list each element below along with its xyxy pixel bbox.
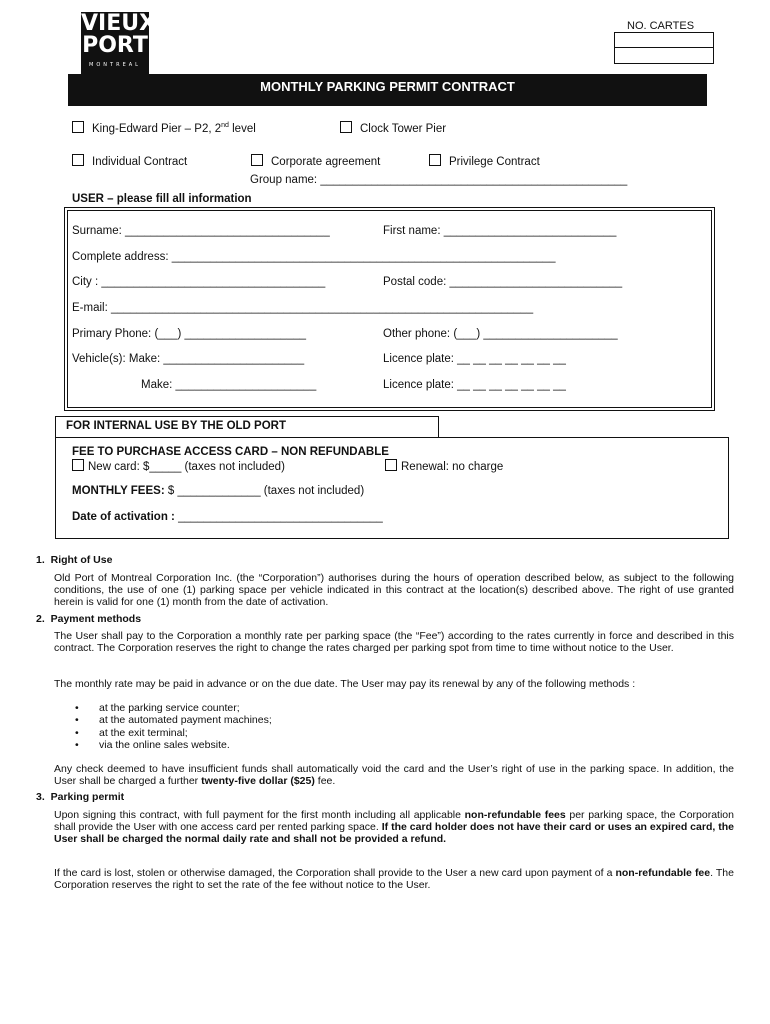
checkbox-new-card[interactable] bbox=[72, 459, 84, 471]
section-1-paragraph: Old Port of Montreal Corporation Inc. (the “Corporation”) authorises during the hours of operation described below, as subject to the following conditions, the use of one (1) parking space per vehicle indicated in this contract at the location(s) described above. The right of use granted herein is valid for one (1) month from the date of activation. bbox=[54, 572, 734, 608]
section-2-p3-bold: twenty-five dollar ($25) bbox=[201, 775, 315, 787]
renewal-option[interactable] bbox=[385, 459, 503, 473]
payment-method-item: • via the online sales website. bbox=[54, 739, 654, 751]
postal-code-field[interactable]: Postal code: ___________________________ bbox=[383, 276, 623, 288]
city-field[interactable]: City : ___________________________________ bbox=[72, 276, 326, 288]
internal-use-heading: FOR INTERNAL USE BY THE OLD PORT bbox=[66, 420, 287, 432]
logo-line1: VIEUX bbox=[81, 11, 157, 36]
vehicle-make-field-2[interactable]: Make: ______________________ bbox=[141, 379, 317, 391]
option-corporate-label: Corporate agreement bbox=[271, 156, 381, 168]
section-3-number: 3. bbox=[36, 791, 45, 803]
surname-field[interactable]: Surname: ________________________________ bbox=[72, 225, 330, 237]
section-2-p3-tail: fee. bbox=[314, 775, 336, 787]
logo-line2: PORT bbox=[82, 33, 148, 58]
option-king-edward-sup: nd bbox=[221, 122, 229, 130]
section-3-p1-bold-2: If the card holder does not have their card or uses an expired card, the User shall be charged the normal daily rate and shall not be provided a refund. bbox=[54, 821, 734, 845]
vehicle-make-field[interactable]: Vehicle(s): Make: ______________________ bbox=[72, 353, 305, 365]
monthly-fees-value: $ _____________ (taxes not included) bbox=[164, 485, 365, 497]
payment-method-item: • at the exit terminal; bbox=[54, 727, 654, 739]
checkbox-king-edward[interactable] bbox=[72, 121, 84, 133]
section-2-p3-text: Any check deemed to have insufficient funds shall automatically void the card and the User’s right of use in the parking space. In addition, the User shall be charged a further bbox=[54, 763, 734, 787]
checkbox-corporate[interactable] bbox=[251, 154, 263, 166]
option-clock-tower-label: Clock Tower Pier bbox=[360, 123, 447, 135]
option-individual-label: Individual Contract bbox=[92, 156, 188, 168]
option-privilege-label: Privilege Contract bbox=[449, 156, 540, 168]
payment-method-item: • at the parking service counter; bbox=[54, 702, 654, 714]
section-1-number: 1. bbox=[36, 554, 45, 566]
logo-line3: MONTREAL bbox=[89, 62, 141, 68]
section-2-paragraph-3 bbox=[54, 763, 734, 787]
section-3-p1-text-2: per parking space, the Corporation shall provide the User with one access card per rented parking space. bbox=[54, 809, 734, 833]
checkbox-clock-tower[interactable] bbox=[340, 121, 352, 133]
checkbox-individual[interactable] bbox=[72, 154, 84, 166]
other-phone-field[interactable]: Other phone: (___) _____________________ bbox=[383, 328, 618, 340]
section-2-paragraph-1: The User shall pay to the Corporation a monthly rate per parking space (the “Fee”) according to the rates currently in force and described in this contract. The Corporation reserves the right to change the rates charged per parking spot from time to time without notice to the User. bbox=[54, 630, 734, 654]
no-cartes-field[interactable] bbox=[614, 32, 714, 64]
new-card-option[interactable] bbox=[72, 459, 285, 473]
email-field[interactable]: E-mail: __________________________________________________________________ bbox=[72, 302, 534, 314]
user-section-heading: USER – please fill all information bbox=[72, 193, 252, 205]
internal-use-tab bbox=[55, 416, 439, 438]
section-3-paragraph-2 bbox=[54, 867, 734, 891]
activation-date-value: ________________________________ bbox=[174, 511, 383, 523]
monthly-fees-label: MONTHLY FEES: bbox=[72, 485, 165, 497]
option-king-edward-label: King-Edward Pier – P2, 2 bbox=[92, 123, 222, 135]
licence-plate-field-2[interactable]: Licence plate: __ __ __ __ __ __ __ bbox=[383, 379, 566, 391]
section-3-p1-bold: non-refundable fees bbox=[464, 809, 566, 821]
option-privilege[interactable] bbox=[429, 154, 540, 168]
fee-heading: FEE TO PURCHASE ACCESS CARD – NON REFUNDABLE bbox=[72, 446, 389, 458]
monthly-fees-field[interactable] bbox=[72, 485, 364, 497]
payment-method-list bbox=[54, 702, 654, 751]
section-3-p2-tail: . The Corporation reserves the right to set the rate of the fee without notice to the User. bbox=[54, 867, 734, 891]
address-field[interactable]: Complete address: ____________________________________________________________ bbox=[72, 251, 556, 263]
vieux-port-logo bbox=[81, 11, 157, 74]
no-cartes-label: NO. CARTES bbox=[627, 20, 695, 32]
group-name-field[interactable]: Group name: ________________________________________________ bbox=[250, 174, 628, 186]
section-3-heading bbox=[36, 791, 124, 803]
payment-method-item: • at the automated payment machines; bbox=[54, 714, 654, 726]
section-3-title: Parking permit bbox=[50, 791, 125, 803]
activation-date-label: Date of activation : bbox=[72, 511, 175, 523]
section-2-number: 2. bbox=[36, 613, 45, 625]
document-title: MONTHLY PARKING PERMIT CONTRACT bbox=[68, 74, 707, 106]
licence-plate-field-1[interactable]: Licence plate: __ __ __ __ __ __ __ bbox=[383, 353, 566, 365]
section-3-p1-text: Upon signing this contract, with full payment for the first month including all applicable bbox=[54, 809, 465, 821]
option-king-edward[interactable] bbox=[72, 121, 256, 135]
no-cartes-divider bbox=[615, 47, 713, 48]
new-card-label: New card: $_____ (taxes not included) bbox=[88, 461, 285, 473]
checkbox-renewal[interactable] bbox=[385, 459, 397, 471]
section-2-heading bbox=[36, 613, 141, 625]
section-2-paragraph-2: The monthly rate may be paid in advance or on the due date. The User may pay its renewal by any of the following methods : bbox=[54, 678, 636, 690]
first-name-field[interactable]: First name: ___________________________ bbox=[383, 225, 617, 237]
option-king-edward-tail: level bbox=[228, 123, 256, 135]
primary-phone-field[interactable]: Primary Phone: (___) ___________________ bbox=[72, 328, 307, 340]
renewal-label: Renewal: no charge bbox=[401, 461, 504, 473]
section-2-title: Payment methods bbox=[50, 613, 142, 625]
option-individual[interactable] bbox=[72, 154, 187, 168]
option-corporate[interactable] bbox=[251, 154, 380, 168]
activation-date-field[interactable] bbox=[72, 511, 383, 523]
section-1-heading bbox=[36, 554, 112, 566]
section-1-title: Right of Use bbox=[50, 554, 113, 566]
section-3-p2-text: If the card is lost, stolen or otherwise damaged, the Corporation shall provide to the User a new card upon payment of a bbox=[54, 867, 616, 879]
checkbox-privilege[interactable] bbox=[429, 154, 441, 166]
section-3-p2-bold: non-refundable fee bbox=[615, 867, 711, 879]
section-3-paragraph-1 bbox=[54, 809, 734, 845]
option-clock-tower[interactable] bbox=[340, 121, 446, 135]
